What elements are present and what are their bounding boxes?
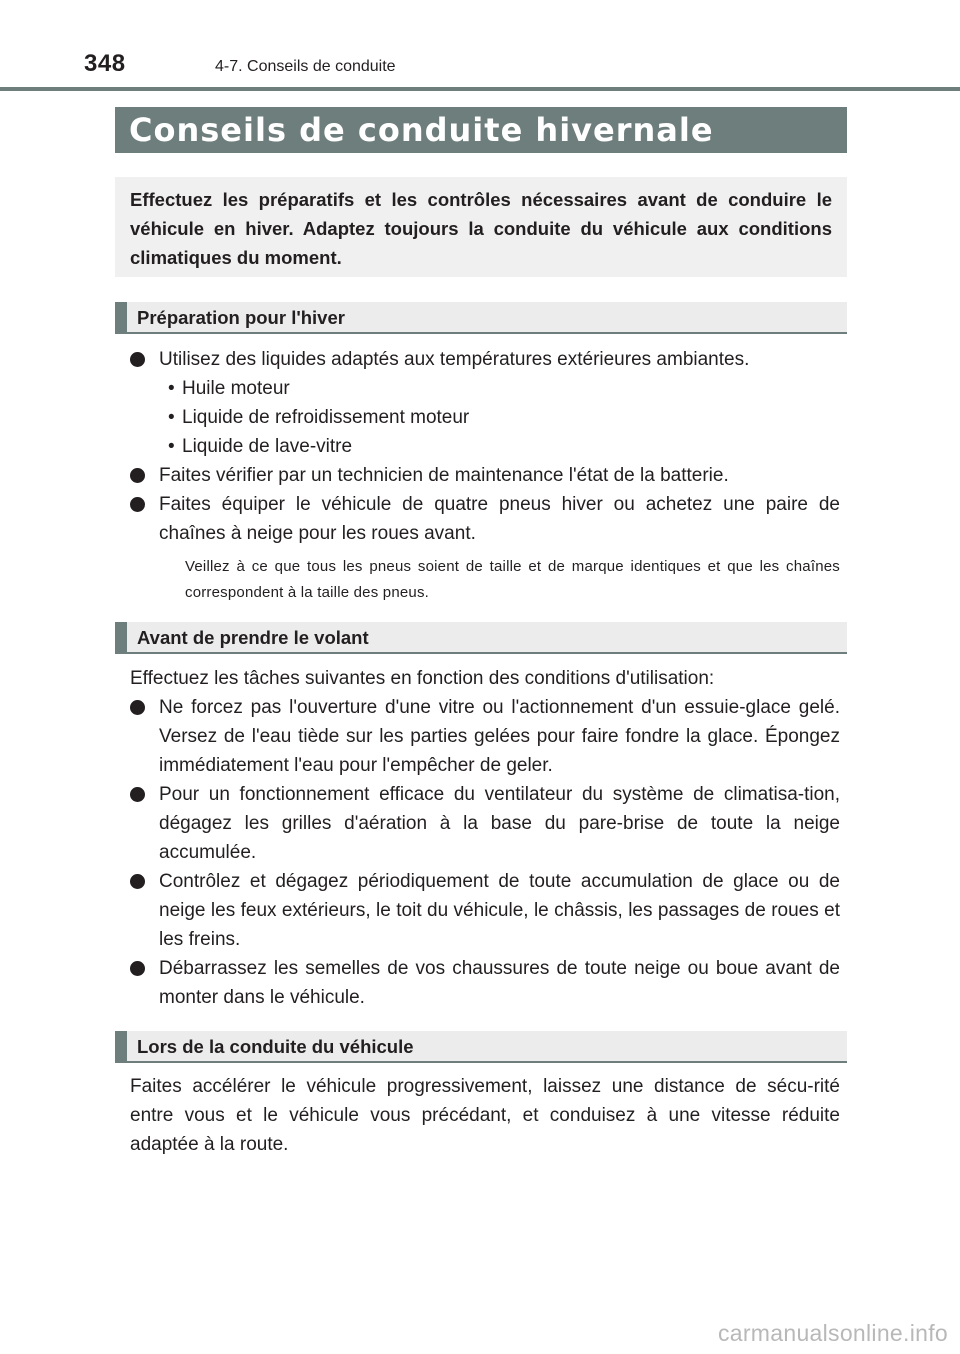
lead-paragraph: Effectuez les tâches suivantes en fonction des conditions d'utilisation: xyxy=(130,668,715,689)
sub-bullet-icon: • xyxy=(168,378,175,399)
section-body-while-driving xyxy=(130,1072,840,1159)
list-item: Pour un fonctionnement efficace du ventilateur du système de climatisa-tion, dégagez les grilles d'aération à la base du pare-brise de toute la neige accumulée. xyxy=(130,780,840,867)
bullet-icon xyxy=(130,874,145,889)
sub-list-item: • Liquide de lave-vitre xyxy=(130,432,840,461)
bullet-icon xyxy=(130,700,145,715)
sub-bullet-icon: • xyxy=(168,407,175,428)
bullet-icon xyxy=(130,468,145,483)
sub-list-item: • Huile moteur xyxy=(130,374,840,403)
section-body-before-driving xyxy=(130,664,840,1012)
list-item: Faites équiper le véhicule de quatre pneus hiver ou achetez une paire de chaînes à neige pour les roues avant. xyxy=(130,490,840,548)
section-body-preparation xyxy=(130,345,840,606)
intro-box: Effectuez les préparatifs et les contrôles nécessaires avant de conduire le véhicule en hiver. Adaptez toujours la conduite du véhicule aux conditions climatiques du moment. xyxy=(115,177,847,277)
list-item: Contrôlez et dégagez périodiquement de toute accumulation de glace ou de neige les feux extérieurs, le toit du véhicule, le châssis, les passages de roues et les freins. xyxy=(130,867,840,954)
bullet-icon xyxy=(130,497,145,512)
bullet-icon xyxy=(130,352,145,367)
bullet-icon xyxy=(130,961,145,976)
note-text: Veillez à ce que tous les pneus soient de taille et de marque identiques et que les chaînes correspondent à la taille des pneus. xyxy=(185,558,840,601)
list-item: Faites vérifier par un technicien de maintenance l'état de la batterie. xyxy=(130,461,840,490)
list-item: Débarrassez les semelles de vos chaussures de toute neige ou boue avant de monter dans le véhicule. xyxy=(130,954,840,1012)
page-header xyxy=(0,0,960,95)
sub-bullet-icon: • xyxy=(168,436,175,457)
section-heading-before-driving: Avant de prendre le volant xyxy=(115,622,847,654)
watermark-text: carmanualsonline.info xyxy=(717,1320,948,1346)
chapter-label: 4-7. Conseils de conduite xyxy=(215,58,396,75)
list-item: Ne forcez pas l'ouverture d'une vitre ou l'actionnement d'un essuie-glace gelé. Versez de l'eau tiède sur les parties gelées pour faire fondre la glace. Épongez immédiatement l'eau pour l'empêcher de geler. xyxy=(130,693,840,780)
bullet-icon xyxy=(130,787,145,802)
list-item: Utilisez des liquides adaptés aux températures extérieures ambiantes. xyxy=(130,345,840,374)
page-title: Conseils de conduite hivernale xyxy=(115,107,847,153)
sub-list-item: • Liquide de refroidissement moteur xyxy=(130,403,840,432)
section-heading-while-driving: Lors de la conduite du véhicule xyxy=(115,1031,847,1063)
header-divider xyxy=(0,87,960,91)
section-heading-preparation: Préparation pour l'hiver xyxy=(115,302,847,334)
body-paragraph: Faites accélérer le véhicule progressivement, laissez une distance de sécu-rité entre vous et le véhicule vous précédant, et conduisez à une vitesse réduite adaptée à la route. xyxy=(130,1076,840,1155)
page-number: 348 xyxy=(84,50,126,77)
